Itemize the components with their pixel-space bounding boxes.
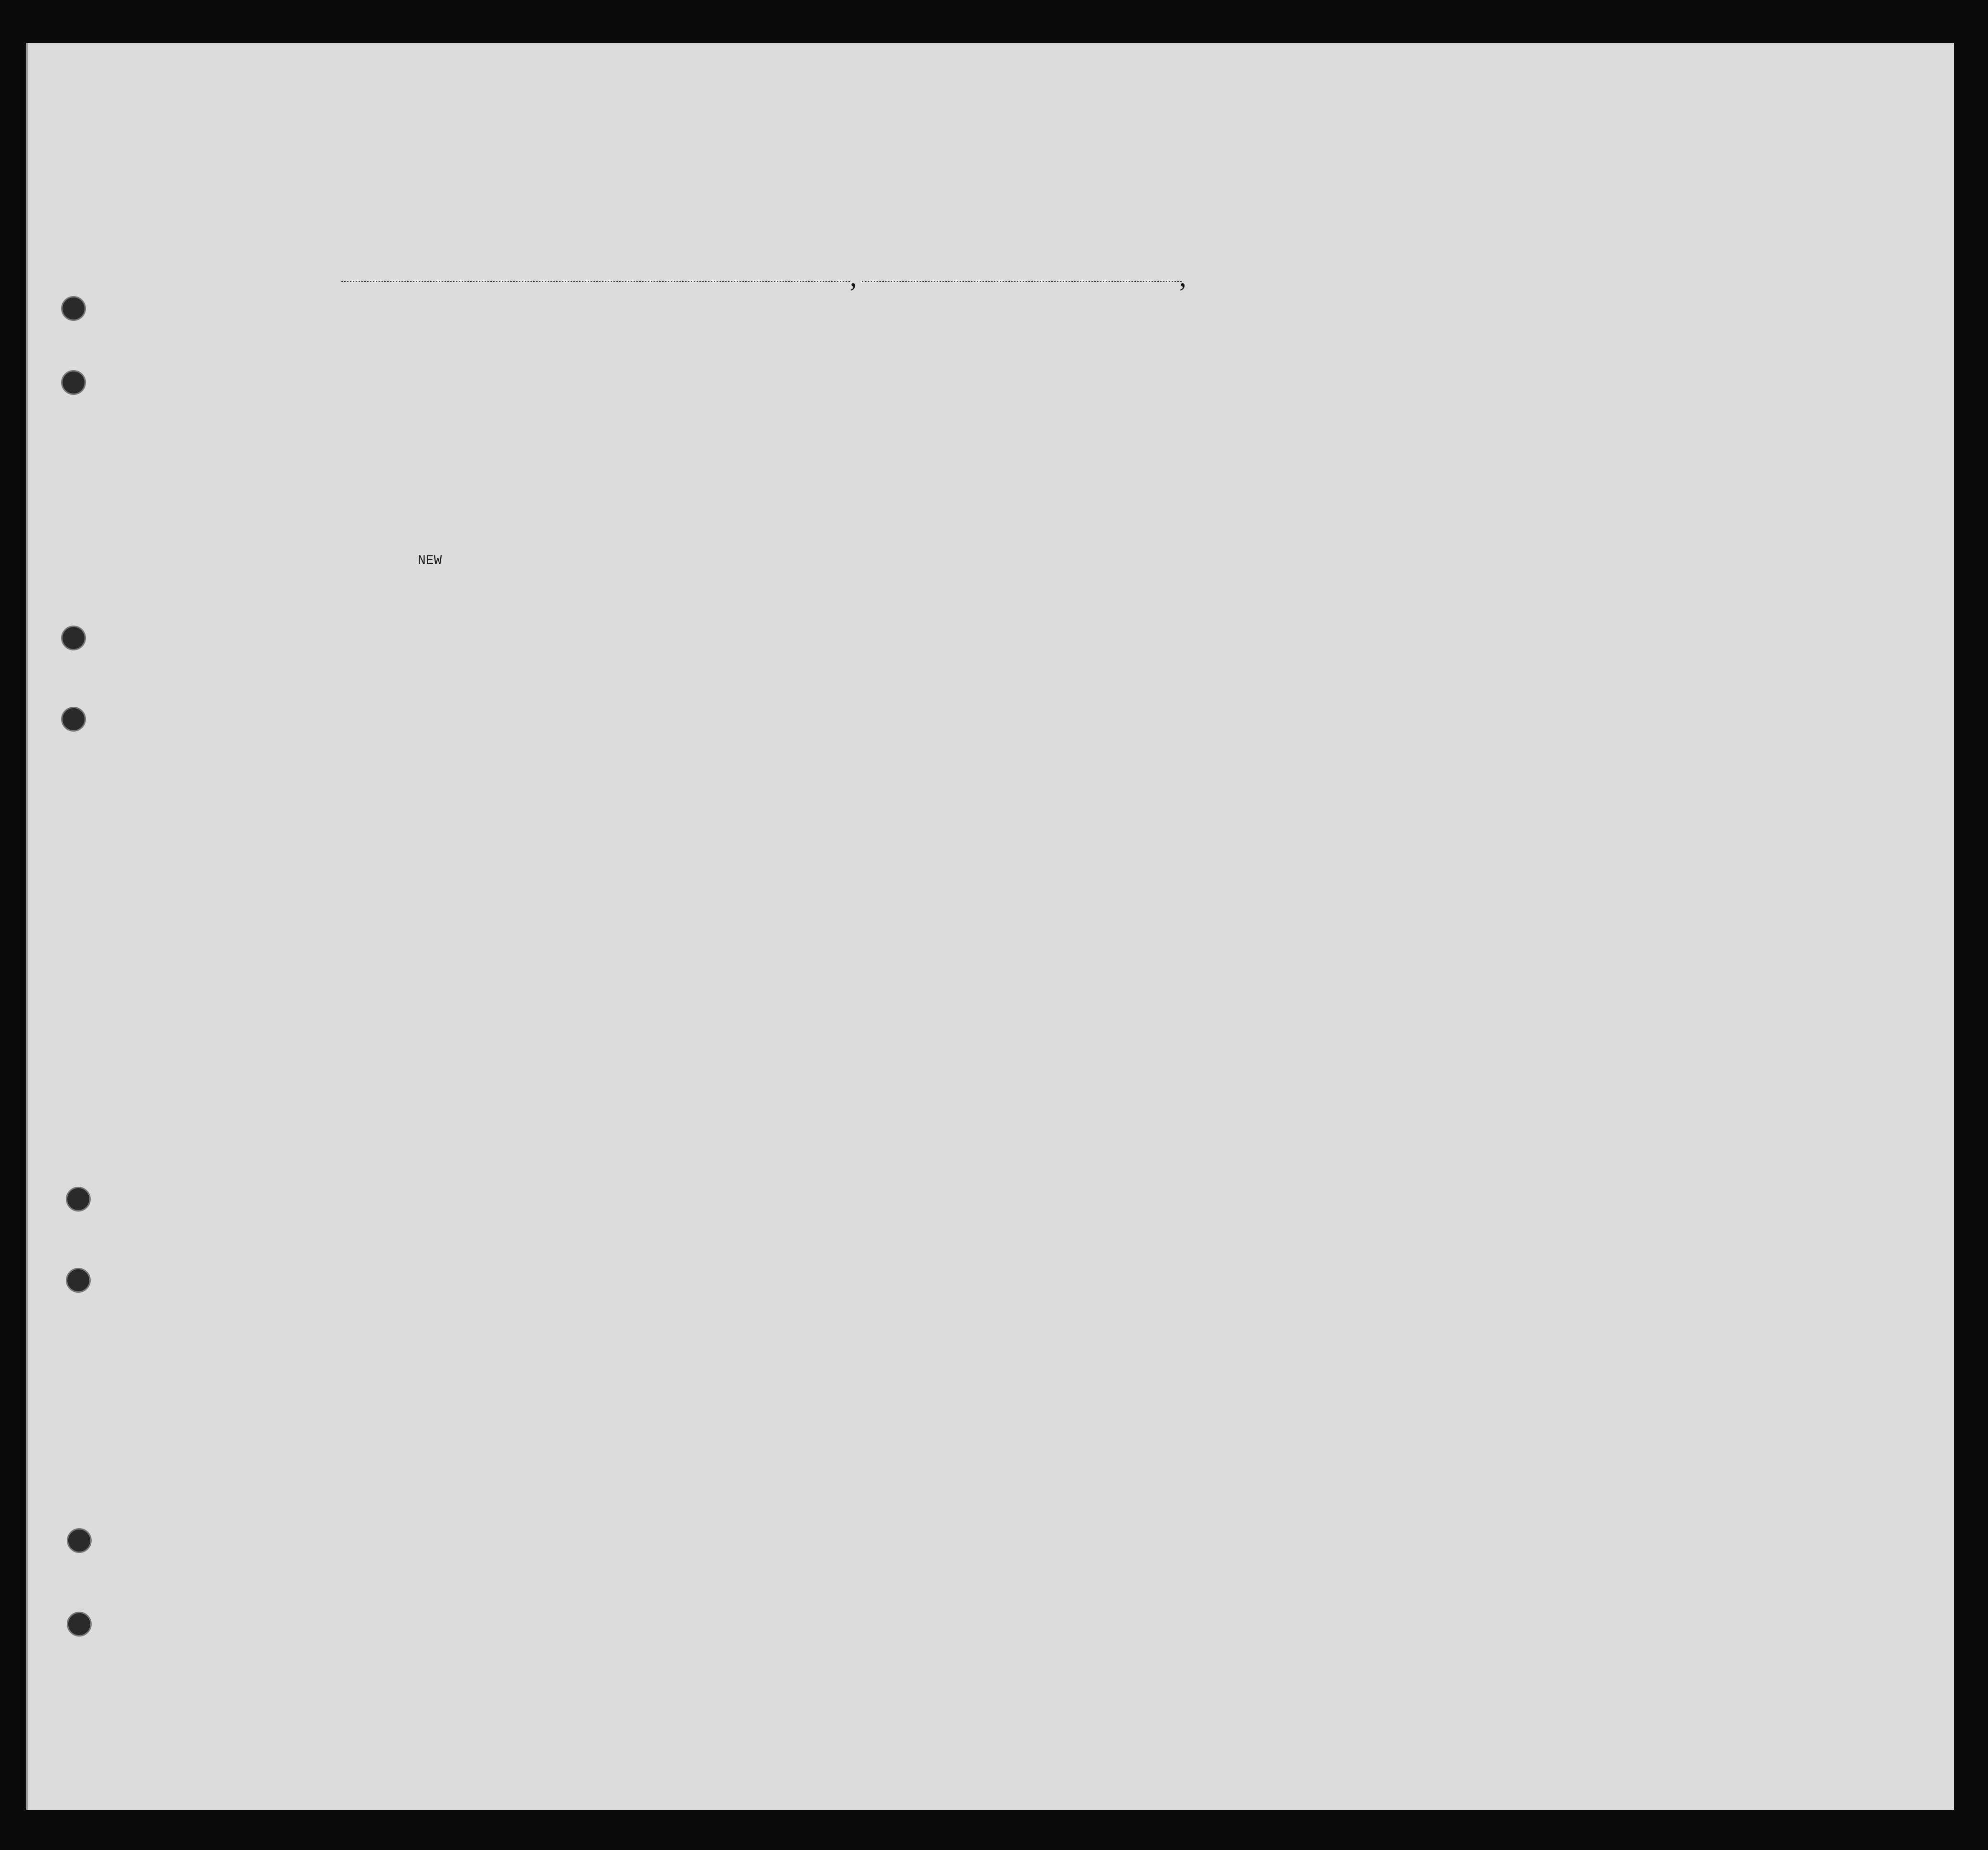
header-prison <box>1265 353 1294 478</box>
header-purpose-a <box>1160 382 1189 478</box>
header-arrested <box>1480 353 1492 478</box>
header-question-29 <box>1420 353 1449 478</box>
header-question-28 <box>1368 353 1401 478</box>
header-purpose-c <box>1227 382 1253 478</box>
header-purpose-b <box>1194 382 1220 478</box>
foreign-country: NEW <box>418 553 442 568</box>
header-excluded <box>1460 353 1472 478</box>
